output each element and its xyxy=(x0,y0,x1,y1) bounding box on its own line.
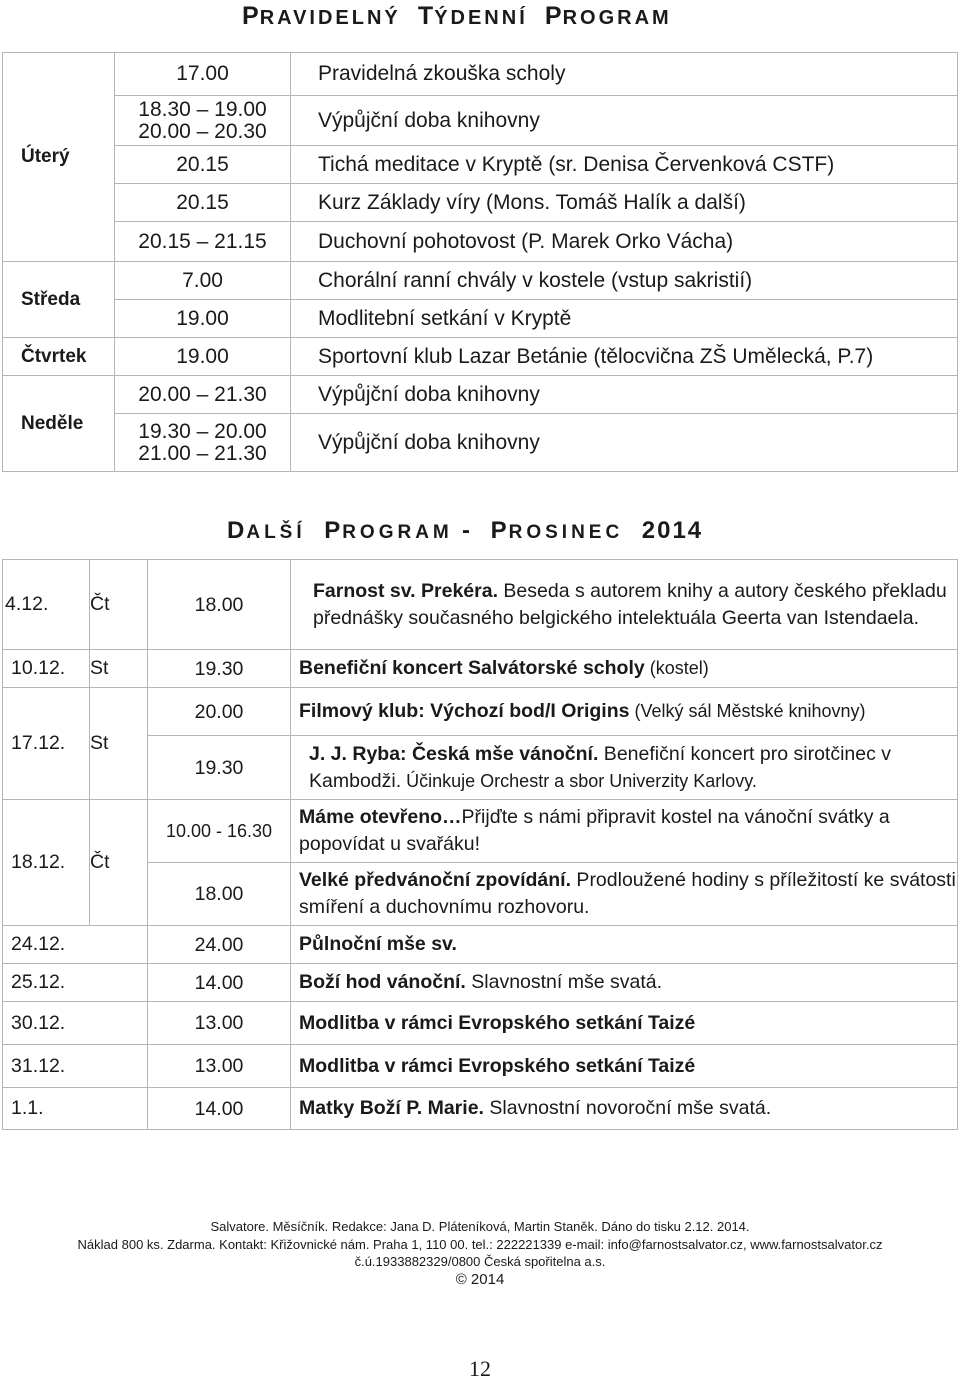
table-row xyxy=(3,964,958,1002)
time-cell xyxy=(115,96,291,146)
heading-initial: P xyxy=(544,2,563,30)
table-row xyxy=(3,184,958,222)
table-row xyxy=(3,560,958,650)
footer-copyright: © 2014 xyxy=(455,1271,505,1288)
event-title: Půlnoční mše sv. xyxy=(299,933,457,955)
table-row xyxy=(3,1002,958,1045)
time-range: 21.00 – 21.30 xyxy=(138,441,267,465)
event-text: (Velký sál Městské knihovny) xyxy=(629,701,866,721)
date-cell: 24.12. xyxy=(3,926,148,964)
table-row xyxy=(3,222,958,262)
table-row xyxy=(3,1045,958,1088)
section-initial: P xyxy=(490,517,509,544)
weekday-cell: St xyxy=(90,688,148,800)
event-description xyxy=(291,1002,958,1045)
section-word: ROGRAM xyxy=(342,522,453,543)
description-cell: Chorální ranní chvály v kostele (vstup sakristií) xyxy=(291,262,958,300)
time-cell: 13.00 xyxy=(148,1045,291,1088)
event-description xyxy=(291,560,958,650)
section-title xyxy=(227,517,703,545)
event-title: Farnost sv. Prekéra. xyxy=(313,579,498,602)
event-description xyxy=(291,800,958,863)
event-description xyxy=(291,926,958,964)
footer-imprint: Salvatore. Měsíčník. Redakce: Jana D. Pláteníková, Martin Staněk. Dáno do tisku 2.12. 2014. xyxy=(210,1219,750,1234)
day-cell: Neděle xyxy=(3,376,115,472)
date-cell: 31.12. xyxy=(3,1045,148,1088)
description-cell: Pravidelná zkouška scholy xyxy=(291,53,958,96)
time-cell: 19.00 xyxy=(115,300,291,338)
event-title: Matky Boží P. Marie. xyxy=(299,1097,484,1119)
event-title: Filmový klub: Výchozí bod/I Origins xyxy=(299,700,630,722)
section-year: 2014 xyxy=(641,517,704,544)
table-row xyxy=(3,262,958,300)
table-row xyxy=(3,376,958,414)
date-cell: 1.1. xyxy=(3,1088,148,1130)
section-dash: - xyxy=(462,517,473,544)
time-cell: 19.30 xyxy=(148,736,291,800)
event-title: Modlitba v rámci Evropského setkání Taizé xyxy=(299,1054,696,1077)
event-text: Slavnostní mše svatá. xyxy=(465,971,663,993)
weekday-cell: Čt xyxy=(90,800,148,926)
event-title: Máme otevřeno… xyxy=(299,806,462,828)
time-cell: 10.00 - 16.30 xyxy=(148,800,291,863)
heading-initial: P xyxy=(242,2,260,30)
page-heading xyxy=(242,2,672,31)
table-row xyxy=(3,926,958,964)
description-cell: Výpůjční doba knihovny xyxy=(291,376,958,414)
event-text: Slavnostní novoroční mše svatá. xyxy=(483,1097,772,1119)
weekday-cell: St xyxy=(90,650,148,688)
table-row xyxy=(3,53,958,96)
time-cell: 14.00 xyxy=(148,964,291,1002)
description-cell: Výpůjční doba knihovny xyxy=(291,414,958,472)
description-cell: Modlitební setkání v Kryptě xyxy=(291,300,958,338)
date-cell: 25.12. xyxy=(3,964,148,1002)
time-range: 18.30 – 19.00 xyxy=(138,97,267,121)
time-cell: 19.00 xyxy=(115,338,291,376)
time-cell: 20.00 – 21.30 xyxy=(115,376,291,414)
event-title: Modlitba v rámci Evropského setkání Taizé xyxy=(299,1011,696,1034)
time-cell: 20.15 xyxy=(115,146,291,184)
event-title: Benefiční koncert Salvátorské scholy xyxy=(299,657,645,679)
day-cell: Středa xyxy=(3,262,115,338)
table-row xyxy=(3,1088,958,1130)
time-cell: 14.00 xyxy=(148,1088,291,1130)
time-cell: 7.00 xyxy=(115,262,291,300)
table-row xyxy=(3,650,958,688)
event-text: Benefiční koncert pro sirotčinec v Kambodži. xyxy=(309,742,892,792)
time-cell: 20.00 xyxy=(148,688,291,736)
day-cell: Čtvrtek xyxy=(3,338,115,376)
table-row xyxy=(3,414,958,472)
date-cell: 10.12. xyxy=(3,650,90,688)
time-cell: 13.00 xyxy=(148,1002,291,1045)
event-description xyxy=(291,688,958,736)
heading-word: RAVIDELNÝ xyxy=(259,7,401,29)
table-row xyxy=(3,96,958,146)
heading-word: ROGRAM xyxy=(562,7,672,29)
table-row xyxy=(3,300,958,338)
heading-word: ÝDENNÍ xyxy=(434,7,528,29)
section-initial: D xyxy=(227,517,247,544)
time-cell: 24.00 xyxy=(148,926,291,964)
footer-bank: č.ú.1933882329/0800 Česká spořitelna a.s. xyxy=(354,1254,606,1269)
event-text: Beseda s autorem knihy a autory českého překladu přednášky současného belgického intelektuála Geerta van Istendaela. xyxy=(313,579,947,629)
time-range: 19.30 – 20.00 xyxy=(138,419,267,443)
heading-initial: T xyxy=(417,2,435,30)
event-description xyxy=(291,863,958,926)
description-cell: Výpůjční doba knihovny xyxy=(291,96,958,146)
description-cell: Duchovní pohotovost (P. Marek Orko Vácha) xyxy=(291,222,958,262)
time-cell: 19.30 xyxy=(148,650,291,688)
time-cell: 20.15 – 21.15 xyxy=(115,222,291,262)
time-range: 20.00 – 20.30 xyxy=(138,119,267,143)
page-number: 12 xyxy=(469,1356,491,1381)
event-text: Účinkuje Orchestr a sbor Univerzity Karlovy. xyxy=(401,770,757,791)
weekly-program-table xyxy=(2,52,958,472)
event-description xyxy=(291,736,958,800)
event-description xyxy=(291,650,958,688)
description-cell: Tichá meditace v Kryptě (sr. Denisa Červenková CSTF) xyxy=(291,146,958,184)
event-title: Boží hod vánoční. xyxy=(299,971,466,993)
date-cell: 30.12. xyxy=(3,1002,148,1045)
date-cell: 4.12. xyxy=(3,560,90,650)
time-cell: 18.00 xyxy=(148,863,291,926)
description-cell: Kurz Základy víry (Mons. Tomáš Halík a další) xyxy=(291,184,958,222)
event-title: J. J. Ryba: Česká mše vánoční. xyxy=(309,742,599,765)
footer-contact: Náklad 800 ks. Zdarma. Kontakt: Křižovnické nám. Praha 1, 110 00. tel.: 222221339 e-mail: info@farnostsalvator.cz, www.farnostsalvator.cz xyxy=(77,1237,883,1252)
day-cell: Úterý xyxy=(3,53,115,262)
time-cell xyxy=(115,414,291,472)
description-cell: Sportovní klub Lazar Betánie (tělocvična ZŠ Umělecká, P.7) xyxy=(291,338,958,376)
events-table xyxy=(2,559,958,1130)
table-row xyxy=(3,800,958,863)
time-cell: 18.00 xyxy=(148,560,291,650)
weekday-cell: Čt xyxy=(90,560,148,650)
section-word: ALŠÍ xyxy=(246,522,306,543)
date-cell: 17.12. xyxy=(3,688,90,800)
time-cell: 20.15 xyxy=(115,184,291,222)
section-initial: P xyxy=(324,517,343,544)
time-cell: 17.00 xyxy=(115,53,291,96)
event-description xyxy=(291,1045,958,1088)
table-row xyxy=(3,338,958,376)
event-title: Velké předvánoční zpovídání. xyxy=(299,869,572,891)
section-word: ROSINEC xyxy=(508,522,624,543)
table-row xyxy=(3,146,958,184)
event-description xyxy=(291,964,958,1002)
event-text: (kostel) xyxy=(644,658,709,678)
date-cell: 18.12. xyxy=(3,800,90,926)
event-text: Přijďte s námi připravit kostel na vánoční svátky a popovídat u svařáku! xyxy=(299,806,890,855)
table-row xyxy=(3,688,958,736)
event-text: Prodloužené hodiny s příležitostí ke svátosti smíření a duchovnímu rozhovoru. xyxy=(299,869,956,918)
event-description xyxy=(291,1088,958,1130)
